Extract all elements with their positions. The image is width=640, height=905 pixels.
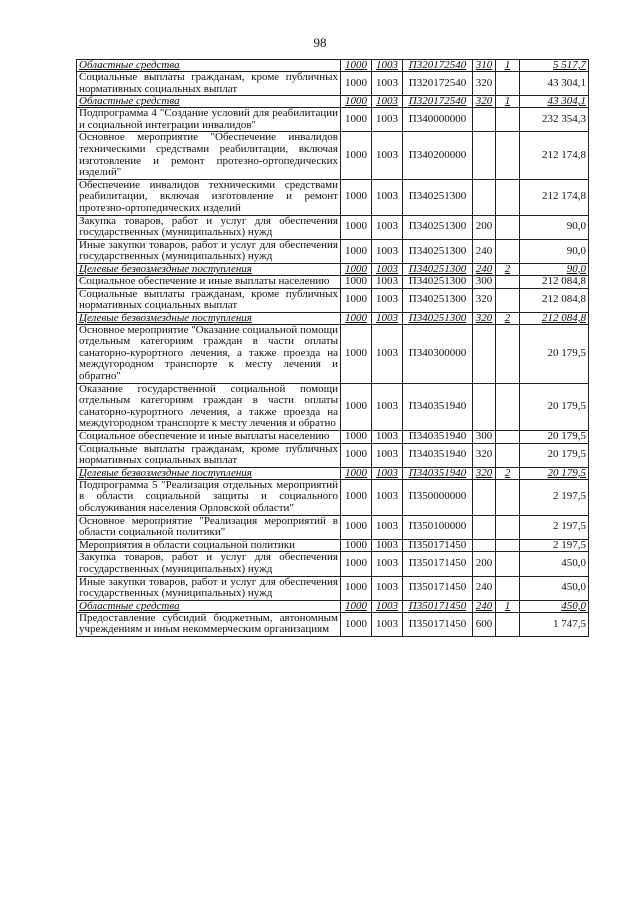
row-name: Основное мероприятие "Реализация мероприятий в области социальной политики" — [77, 515, 341, 539]
funding-source-code: 1 — [496, 600, 520, 612]
amount: 20 179,5 — [520, 324, 589, 383]
table-row — [77, 431, 589, 444]
amount: 20 179,5 — [520, 467, 589, 479]
row-name: Целевые безвозмездные поступления — [77, 263, 341, 275]
expense-type-code: 320 — [473, 72, 496, 96]
row-name: Основное мероприятие "Оказание социальной помощи отдельным категориям граждан в части оплаты санаторно-курортного лечения, а также проезда на междугородном транспорте к месту лечения и обратно" — [77, 324, 341, 383]
subsection-code: 1003 — [372, 312, 403, 324]
funding-source-row — [77, 96, 589, 108]
table-row — [77, 288, 589, 312]
expense-type-code — [473, 539, 496, 552]
expense-type-code: 240 — [473, 600, 496, 612]
subsection-code: 1003 — [372, 60, 403, 72]
row-name: Иные закупки товаров, работ и услуг для обеспечения государственных (муниципальных) нужд — [77, 239, 341, 263]
table-row — [77, 552, 589, 576]
subsection-code: 1003 — [372, 383, 403, 430]
funding-source-code: 1 — [496, 96, 520, 108]
funding-source-code — [496, 539, 520, 552]
target-article-code: П340251300 — [403, 239, 473, 263]
funding-source-code — [496, 215, 520, 239]
expense-type-code: 600 — [473, 612, 496, 636]
table-row — [77, 515, 589, 539]
subsection-code: 1003 — [372, 515, 403, 539]
amount: 212 084,8 — [520, 275, 589, 288]
table-row — [77, 383, 589, 430]
table-row — [77, 443, 589, 467]
expense-type-code: 300 — [473, 275, 496, 288]
section-code: 1000 — [341, 600, 372, 612]
expense-type-code: 320 — [473, 312, 496, 324]
row-name: Областные средства — [77, 600, 341, 612]
target-article-code: П340351940 — [403, 383, 473, 430]
funding-source-code — [496, 383, 520, 430]
amount: 20 179,5 — [520, 383, 589, 430]
row-name: Социальное обеспечение и иные выплаты населению — [77, 275, 341, 288]
funding-source-code — [496, 576, 520, 600]
table-row — [77, 275, 589, 288]
target-article-code: П350171450 — [403, 612, 473, 636]
expense-type-code — [473, 132, 496, 179]
row-name: Основное мероприятие "Обеспечение инвалидов техническими средствами реабилитации, включая изготовление и ремонт протезно-ортопедических изделий" — [77, 132, 341, 179]
section-code: 1000 — [341, 467, 372, 479]
subsection-code: 1003 — [372, 539, 403, 552]
funding-source-row — [77, 60, 589, 72]
subsection-code: 1003 — [372, 179, 403, 215]
section-code: 1000 — [341, 552, 372, 576]
funding-source-code: 2 — [496, 312, 520, 324]
section-code: 1000 — [341, 239, 372, 263]
table-row — [77, 72, 589, 96]
target-article-code: П320172540 — [403, 60, 473, 72]
subsection-code: 1003 — [372, 552, 403, 576]
expense-type-code — [473, 108, 496, 132]
funding-source-code — [496, 552, 520, 576]
amount: 212 174,8 — [520, 132, 589, 179]
row-name: Областные средства — [77, 96, 341, 108]
section-code: 1000 — [341, 324, 372, 383]
subsection-code: 1003 — [372, 324, 403, 383]
table-row — [77, 612, 589, 636]
target-article-code: П320172540 — [403, 96, 473, 108]
funding-source-code — [496, 288, 520, 312]
section-code: 1000 — [341, 60, 372, 72]
section-code: 1000 — [341, 443, 372, 467]
budget-table — [76, 59, 589, 637]
funding-source-code — [496, 324, 520, 383]
table-row — [77, 576, 589, 600]
row-name: Областные средства — [77, 60, 341, 72]
amount: 43 304,1 — [520, 72, 589, 96]
row-name: Закупка товаров, работ и услуг для обеспечения государственных (муниципальных) нужд — [77, 552, 341, 576]
row-name: Подпрограмма 4 "Создание условий для реабилитации и социальной интеграции инвалидов" — [77, 108, 341, 132]
funding-source-code — [496, 275, 520, 288]
amount: 90,0 — [520, 239, 589, 263]
target-article-code: П340251300 — [403, 288, 473, 312]
section-code: 1000 — [341, 96, 372, 108]
amount: 232 354,3 — [520, 108, 589, 132]
row-name: Обеспечение инвалидов техническими средствами реабилитации, включая изготовление и ремонт протезно-ортопедических изделий — [77, 179, 341, 215]
row-name: Оказание государственной социальной помощи отдельным категориям граждан в части оплаты санаторно-курортного лечения, а также проезда на междугородном транспорте к месту лечения и обратно — [77, 383, 341, 430]
table-row — [77, 215, 589, 239]
target-article-code: П340251300 — [403, 312, 473, 324]
subsection-code: 1003 — [372, 96, 403, 108]
funding-source-row — [77, 467, 589, 479]
funding-source-code — [496, 239, 520, 263]
target-article-code: П340000000 — [403, 108, 473, 132]
target-article-code: П340300000 — [403, 324, 473, 383]
section-code: 1000 — [341, 479, 372, 515]
funding-source-code — [496, 479, 520, 515]
row-name: Закупка товаров, работ и услуг для обеспечения государственных (муниципальных) нужд — [77, 215, 341, 239]
row-name: Социальные выплаты гражданам, кроме публичных нормативных социальных выплат — [77, 443, 341, 467]
funding-source-code: 2 — [496, 263, 520, 275]
table-row — [77, 108, 589, 132]
expense-type-code: 240 — [473, 239, 496, 263]
table-row — [77, 539, 589, 552]
subsection-code: 1003 — [372, 576, 403, 600]
target-article-code: П340351940 — [403, 443, 473, 467]
amount: 2 197,5 — [520, 515, 589, 539]
row-name: Социальные выплаты гражданам, кроме публичных нормативных социальных выплат — [77, 72, 341, 96]
expense-type-code — [473, 324, 496, 383]
subsection-code: 1003 — [372, 263, 403, 275]
section-code: 1000 — [341, 72, 372, 96]
row-name: Подпрограмма 5 "Реализация отдельных мероприятий в области социальной защиты и социального обслуживания населения Орловской области" — [77, 479, 341, 515]
subsection-code: 1003 — [372, 612, 403, 636]
row-name: Предоставление субсидий бюджетным, автономным учреждениям и иным некоммерческим организациям — [77, 612, 341, 636]
row-name: Целевые безвозмездные поступления — [77, 312, 341, 324]
funding-source-code — [496, 515, 520, 539]
section-code: 1000 — [341, 108, 372, 132]
subsection-code: 1003 — [372, 108, 403, 132]
target-article-code: П340200000 — [403, 132, 473, 179]
row-name: Социальное обеспечение и иные выплаты населению — [77, 431, 341, 444]
row-name: Иные закупки товаров, работ и услуг для обеспечения государственных (муниципальных) нужд — [77, 576, 341, 600]
amount: 20 179,5 — [520, 431, 589, 444]
amount: 5 517,7 — [520, 60, 589, 72]
section-code: 1000 — [341, 215, 372, 239]
expense-type-code — [473, 383, 496, 430]
amount: 90,0 — [520, 215, 589, 239]
funding-source-row — [77, 263, 589, 275]
section-code: 1000 — [341, 539, 372, 552]
target-article-code: П340251300 — [403, 275, 473, 288]
expense-type-code: 300 — [473, 431, 496, 444]
target-article-code: П340251300 — [403, 263, 473, 275]
amount: 20 179,5 — [520, 443, 589, 467]
expense-type-code: 200 — [473, 552, 496, 576]
budget-table-body — [77, 60, 589, 637]
target-article-code: П340251300 — [403, 215, 473, 239]
target-article-code: П350100000 — [403, 515, 473, 539]
section-code: 1000 — [341, 263, 372, 275]
amount: 212 084,8 — [520, 312, 589, 324]
expense-type-code: 240 — [473, 576, 496, 600]
subsection-code: 1003 — [372, 431, 403, 444]
row-name: Целевые безвозмездные поступления — [77, 467, 341, 479]
section-code: 1000 — [341, 288, 372, 312]
expense-type-code: 320 — [473, 288, 496, 312]
expense-type-code — [473, 479, 496, 515]
row-name: Социальные выплаты гражданам, кроме публичных нормативных социальных выплат — [77, 288, 341, 312]
table-row — [77, 239, 589, 263]
funding-source-code — [496, 108, 520, 132]
funding-source-code: 1 — [496, 60, 520, 72]
amount: 90,0 — [520, 263, 589, 275]
subsection-code: 1003 — [372, 239, 403, 263]
subsection-code: 1003 — [372, 467, 403, 479]
amount: 212 084,8 — [520, 288, 589, 312]
amount: 450,0 — [520, 552, 589, 576]
expense-type-code — [473, 515, 496, 539]
section-code: 1000 — [341, 312, 372, 324]
expense-type-code: 310 — [473, 60, 496, 72]
funding-source-code — [496, 431, 520, 444]
row-name: Мероприятия в области социальной политики — [77, 539, 341, 552]
section-code: 1000 — [341, 515, 372, 539]
page-number: 98 — [313, 35, 327, 50]
section-code: 1000 — [341, 275, 372, 288]
subsection-code: 1003 — [372, 600, 403, 612]
subsection-code: 1003 — [372, 288, 403, 312]
funding-source-code — [496, 612, 520, 636]
expense-type-code: 200 — [473, 215, 496, 239]
section-code: 1000 — [341, 383, 372, 430]
funding-source-row — [77, 312, 589, 324]
target-article-code: П340351940 — [403, 467, 473, 479]
funding-source-code — [496, 72, 520, 96]
expense-type-code — [473, 179, 496, 215]
expense-type-code: 320 — [473, 96, 496, 108]
funding-source-code — [496, 443, 520, 467]
funding-source-row — [77, 600, 589, 612]
expense-type-code: 320 — [473, 443, 496, 467]
amount: 43 304,1 — [520, 96, 589, 108]
table-row — [77, 479, 589, 515]
amount: 450,0 — [520, 600, 589, 612]
table-row — [77, 132, 589, 179]
section-code: 1000 — [341, 132, 372, 179]
subsection-code: 1003 — [372, 132, 403, 179]
expense-type-code: 320 — [473, 467, 496, 479]
subsection-code: 1003 — [372, 479, 403, 515]
section-code: 1000 — [341, 612, 372, 636]
target-article-code: П340251300 — [403, 179, 473, 215]
expense-type-code: 240 — [473, 263, 496, 275]
section-code: 1000 — [341, 576, 372, 600]
target-article-code: П320172540 — [403, 72, 473, 96]
amount: 450,0 — [520, 576, 589, 600]
target-article-code: П350171450 — [403, 600, 473, 612]
section-code: 1000 — [341, 179, 372, 215]
target-article-code: П340351940 — [403, 431, 473, 444]
section-code: 1000 — [341, 431, 372, 444]
table-row — [77, 179, 589, 215]
funding-source-code — [496, 132, 520, 179]
amount: 1 747,5 — [520, 612, 589, 636]
funding-source-code: 2 — [496, 467, 520, 479]
subsection-code: 1003 — [372, 72, 403, 96]
table-row — [77, 324, 589, 383]
target-article-code: П350171450 — [403, 539, 473, 552]
subsection-code: 1003 — [372, 215, 403, 239]
target-article-code: П350171450 — [403, 576, 473, 600]
amount: 212 174,8 — [520, 179, 589, 215]
target-article-code: П350000000 — [403, 479, 473, 515]
amount: 2 197,5 — [520, 539, 589, 552]
subsection-code: 1003 — [372, 275, 403, 288]
amount: 2 197,5 — [520, 479, 589, 515]
target-article-code: П350171450 — [403, 552, 473, 576]
subsection-code: 1003 — [372, 443, 403, 467]
funding-source-code — [496, 179, 520, 215]
